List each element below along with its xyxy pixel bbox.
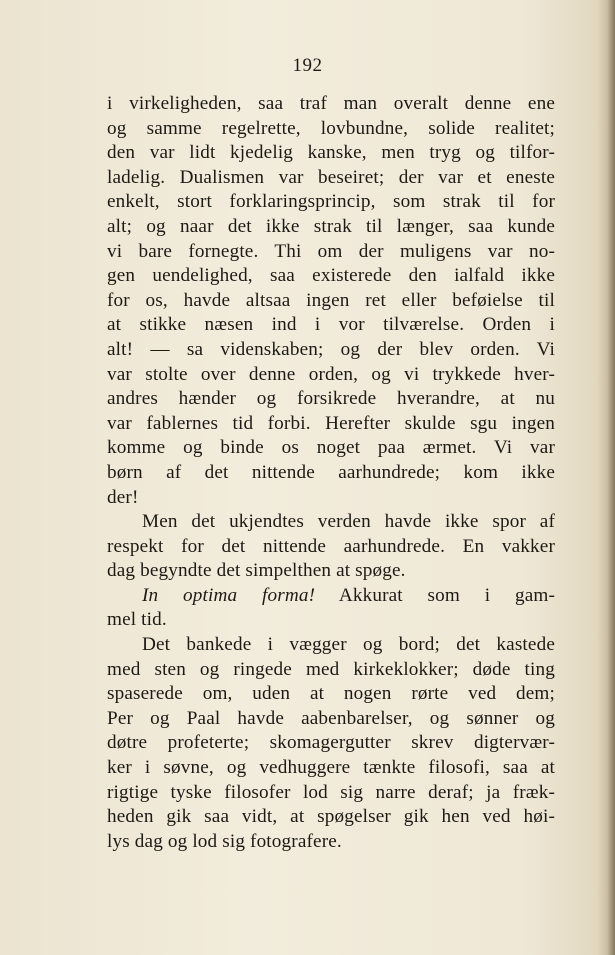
text-line: døtre profeterte; skomagergutter skrev digtervær- [107, 732, 555, 754]
text-line: rigtige tyske filosofer lod sig narre deraf; ja fræk- [107, 781, 555, 803]
text-line: Det bankede i vægger og bord; det kastede [142, 634, 555, 656]
text-line: Per og Paal havde aabenbarelser, og sønner og [107, 707, 555, 729]
page-number: 192 [292, 55, 323, 76]
text-line: i virkeligheden, saa traf man overalt denne ene [107, 93, 555, 114]
text-line: den var lidt kjedelig kanske, men tryg og tilfor- [107, 142, 555, 164]
body-text [107, 92, 555, 854]
text-line: børn af det nittende aarhundrede; kom ikke [107, 461, 555, 483]
text-line: spaserede om, uden at nogen rørte ved dem; [107, 683, 555, 705]
text-line: alt; og naar det ikke strak til længer, saa kunde [107, 215, 555, 237]
text-line: heden gik saa vidt, at spøgelser gik hen ved høi- [107, 806, 555, 828]
paragraph [107, 510, 555, 584]
italic-phrase: In optima forma! [142, 584, 316, 606]
text-fragment: Akkurat som i gam- [338, 584, 555, 606]
text-line: mel tid. [107, 609, 167, 631]
text-line: lys dag og lod sig fotografere. [107, 830, 342, 852]
text-line: andres hænder og forsikrede hverandre, at nu [107, 388, 555, 410]
text-line: og samme regelrette, lovbundne, solide realitet; [107, 117, 555, 139]
text-line: dag begyndte det simpelthen at spøge. [107, 560, 406, 582]
text-line: ker i søvne, og vedhuggere tænkte filosofi, saa at [107, 757, 555, 779]
text-line: var stolte over denne orden, og vi trykkede hver- [107, 363, 555, 385]
text-line: ladelig. Dualismen var beseiret; der var et eneste [107, 166, 555, 188]
text-line: alt! — sa videnskaben; og der blev orden. Vi [107, 338, 555, 360]
paragraph [107, 92, 555, 510]
text-line: respekt for det nittende aarhundrede. En vakker [107, 535, 555, 557]
paragraph [107, 584, 555, 633]
page-edge-shadow [607, 0, 615, 955]
text-line: enkelt, stort forklaringsprincip, som strak til for [107, 191, 555, 213]
text-line [107, 584, 555, 609]
text-line: at stikke næsen ind i vor tilværelse. Orden i [107, 314, 555, 336]
text-line: vi bare fornegte. Thi om der muligens var no- [107, 240, 555, 262]
text-line: komme og binde os noget paa ærmet. Vi var [107, 437, 555, 459]
text-line: Men det ukjendtes verden havde ikke spor af [142, 511, 555, 533]
text-line: for os, havde altsaa ingen ret eller beføielse til [107, 289, 555, 311]
text-line: med sten og ringede med kirkeklokker; døde ting [107, 658, 555, 680]
text-line: der! [107, 486, 139, 508]
text-line: gen uendelighed, saa existerede den ialfald ikke [107, 265, 555, 287]
text-line: var fablernes tid forbi. Herefter skulde sgu ingen [107, 412, 555, 434]
paragraph [107, 633, 555, 854]
